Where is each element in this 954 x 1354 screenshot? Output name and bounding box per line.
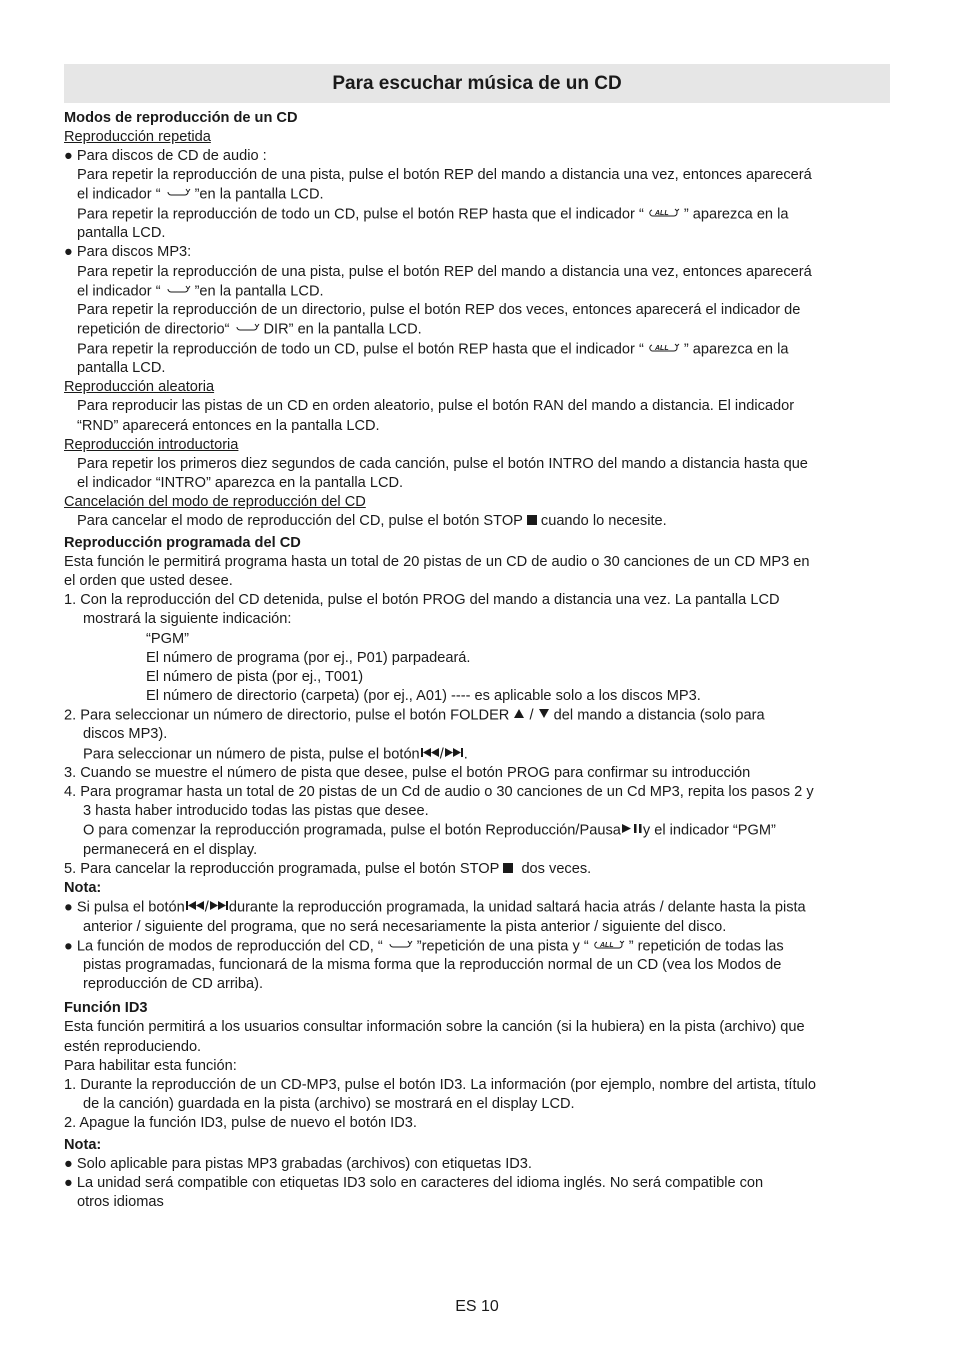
- text-line: anterior / siguiente del programa, que no será necesariamente la pista anterior / siguiente del disco.: [83, 918, 727, 935]
- stop-icon: [527, 515, 537, 525]
- svg-text:ALL: ALL: [654, 344, 669, 352]
- text-line: reproducción de CD arriba).: [83, 976, 264, 993]
- repeat-all-icon: [589, 937, 629, 956]
- text-line: “PGM”: [146, 630, 189, 647]
- text-line: el orden que usted desee.: [64, 573, 233, 590]
- step-1: 1. Con la reproducción del CD detenida, pulse el botón PROG del mando a distancia una vez. La pantalla LCD: [64, 592, 780, 609]
- heading-id3: Función ID3: [64, 1000, 148, 1017]
- step-1: 1. Durante la reproducción de un CD-MP3, pulse el botón ID3. La información (por ejemplo, nombre del artista, título: [64, 1076, 816, 1093]
- note-bullet: ● La unidad será compatible con etiquetas ID3 solo en caracteres del idioma inglés. No será compatible con: [64, 1175, 764, 1192]
- text-line: Para repetir la reproducción de todo un CD, pulse el botón REP hasta que el indicador “ ALL ” aparezca en la: [77, 341, 789, 358]
- svg-text:ALL: ALL: [599, 941, 614, 949]
- subheading-random: Reproducción aleatoria: [64, 379, 215, 396]
- step-2: 2. Apague la función ID3, pulse de nuevo el botón ID3.: [64, 1114, 417, 1131]
- text-line: Para repetir los primeros diez segundos de cada canción, pulse el botón INTRO del mando a distancia hasta que: [77, 455, 808, 472]
- step-3: 3. Cuando se muestre el número de pista que desee, pulse el botón PROG para confirmar su introducción: [64, 765, 751, 782]
- text-line: 3 hasta haber introducido todas las pistas que desee.: [83, 803, 429, 820]
- note-bullet: ● Solo aplicable para pistas MP3 grabadas (archivos) con etiquetas ID3.: [64, 1156, 532, 1173]
- text-line: El número de directorio (carpeta) (por ej., A01) ---- es aplicable solo a los discos MP3.: [146, 687, 701, 704]
- page-number: ES 10: [455, 1298, 499, 1315]
- text-line: de la canción) guardada en la pista (archivo) se mostrará en el display LCD.: [83, 1095, 575, 1112]
- repeat-all-icon: [644, 340, 684, 359]
- skip-next-icon: [444, 745, 464, 764]
- note-bullet: ● La función de modos de reproducción del CD, “ ”repetición de una pista y “ ALL ” repetición de todas las: [64, 938, 784, 955]
- page-title: Para escuchar música de un CD: [332, 72, 622, 94]
- note-bullet: ● Si pulsa el botón / durante la reproducción programada, la unidad saltará hacia atrás / delante hasta la pista: [64, 899, 806, 916]
- note-heading: Nota:: [64, 1137, 102, 1154]
- text-line: pistas programadas, funcionará de la misma forma que la reproducción normal de un CD (vea los Modos de: [83, 957, 782, 974]
- stop-icon: [503, 863, 513, 873]
- text-line: Para repetir la reproducción de una pista, pulse el botón REP del mando a distancia una vez, entonces aparecerá: [77, 167, 812, 184]
- text-line: repetición de directorio“ DIR” en la pantalla LCD.: [77, 321, 422, 338]
- text-line: estén reproduciendo.: [64, 1038, 202, 1055]
- text-line: permanecerá en el display.: [83, 841, 258, 858]
- triangle-up-icon: [513, 706, 525, 725]
- text-line: Esta función le permitirá programa hasta un total de 20 pistas de un CD de audio o 30 canciones de un CD MP3 en: [64, 554, 810, 571]
- step-2: 2. Para seleccionar un número de directorio, pulse el botón FOLDER / del mando a distancia (solo para: [64, 707, 765, 724]
- subheading-repeat: Reproducción repetida: [64, 129, 211, 146]
- text-line: otros idiomas: [77, 1194, 164, 1211]
- text-line: El número de programa (por ej., P01) parpadeará.: [146, 649, 471, 666]
- text-line: el indicador “ ”en la pantalla LCD.: [77, 283, 324, 300]
- repeat-all-icon: [644, 205, 684, 224]
- text-line: El número de pista (por ej., T001): [146, 668, 364, 685]
- step-4: 4. Para programar hasta un total de 20 pistas de un Cd de audio o 30 canciones de un Cd MP3, repita los pasos 2 y: [64, 784, 814, 801]
- text-line: Para cancelar el modo de reproducción del CD, pulse el botón STOP cuando lo necesite.: [77, 513, 667, 529]
- bullet-mp3: ● Para discos MP3:: [64, 244, 192, 261]
- text-line: mostrará la siguiente indicación:: [83, 611, 292, 628]
- text-line: el indicador “ ”en la pantalla LCD.: [77, 186, 324, 203]
- skip-previous-icon: [185, 898, 205, 917]
- skip-next-icon: [209, 898, 229, 917]
- text-line: pantalla LCD.: [77, 360, 166, 377]
- play-pause-icon: [621, 821, 643, 840]
- text-line: O para comenzar la reproducción programada, pulse el botón Reproducción/Pausa y el indicador “PGM”: [83, 822, 776, 839]
- subheading-intro: Reproducción introductoria: [64, 436, 239, 453]
- repeat-one-icon: [161, 185, 195, 204]
- repeat-one-icon: [161, 282, 195, 301]
- text-line: Para repetir la reproducción de una pista, pulse el botón REP del mando a distancia una vez, entonces aparecerá: [77, 263, 812, 280]
- note-heading: Nota:: [64, 880, 102, 896]
- repeat-one-icon: [230, 320, 264, 339]
- text-line: “RND” aparecerá entonces en la pantalla LCD.: [77, 417, 380, 434]
- section-title-band: [64, 64, 890, 103]
- triangle-down-icon: [538, 706, 550, 725]
- text-line: Para repetir la reproducción de todo un CD, pulse el botón REP hasta que el indicador “ ALL ” aparezca en la: [77, 206, 789, 223]
- text-line: Para habilitar esta función:: [64, 1057, 237, 1074]
- repeat-one-icon: [383, 937, 417, 956]
- text-line: Para repetir la reproducción de un directorio, pulse el botón REP dos veces, entonces aparecerá el indicador de: [77, 302, 801, 319]
- text-line: Esta función permitirá a los usuarios consultar información sobre la canción (si la hubiera) en la pista (archivo) que: [64, 1019, 805, 1036]
- skip-previous-icon: [420, 745, 440, 764]
- text-line: discos MP3).: [83, 726, 168, 743]
- svg-text:ALL: ALL: [654, 209, 669, 217]
- heading-modes: Modos de reproducción de un CD: [64, 110, 298, 126]
- text-line: el indicador “INTRO” aparezca en la pantalla LCD.: [77, 474, 404, 491]
- heading-program: Reproducción programada del CD: [64, 535, 301, 552]
- manual-page: [64, 64, 890, 1212]
- step-5: 5. Para cancelar la reproducción programada, pulse el botón STOP dos veces.: [64, 860, 592, 877]
- subheading-cancel: Cancelación del modo de reproducción del CD: [64, 493, 366, 510]
- text-line: Para seleccionar un número de pista, pulse el botón / .: [83, 745, 468, 762]
- text-line: Para reproducir las pistas de un CD en orden aleatorio, pulse el botón RAN del mando a distancia. El indicador: [77, 398, 795, 415]
- bullet-cd-audio: ● Para discos de CD de audio :: [64, 148, 267, 165]
- text-line: pantalla LCD.: [77, 225, 166, 242]
